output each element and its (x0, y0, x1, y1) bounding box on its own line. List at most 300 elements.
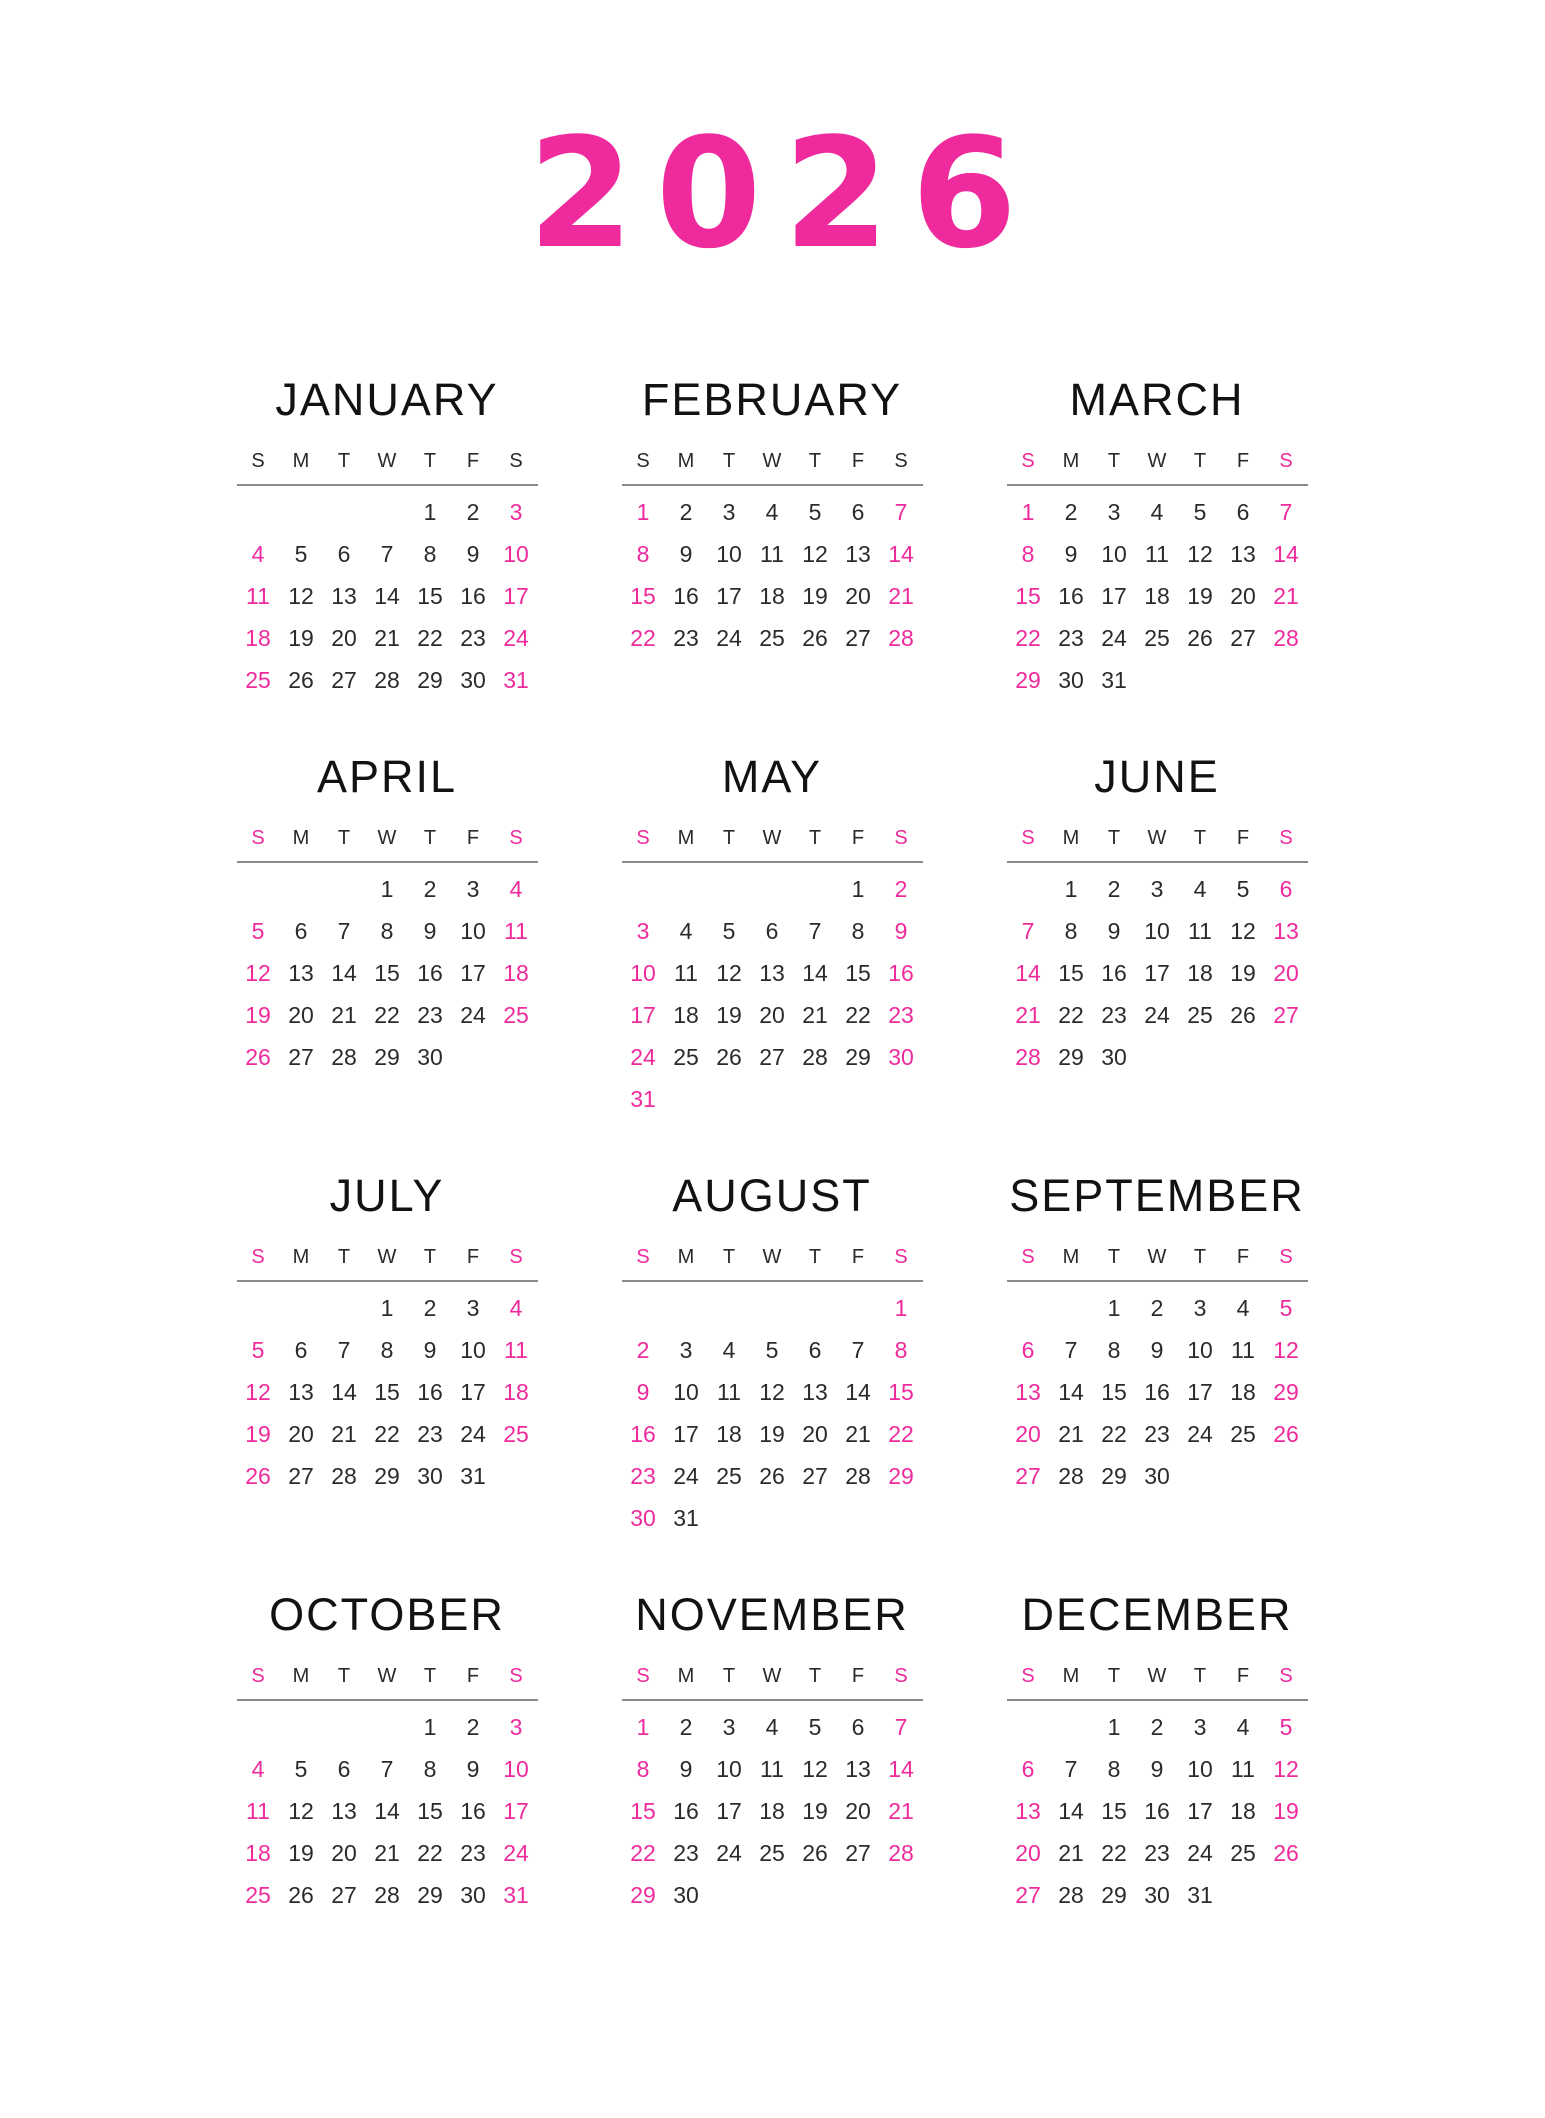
date-cell: 1 (1107, 1294, 1121, 1321)
date-cell: 11 (674, 959, 698, 986)
weekday-label: W (377, 450, 397, 472)
month-title: MAY (721, 751, 823, 802)
date-cell: 2 (679, 1713, 693, 1740)
weekday-label: S (1279, 1665, 1293, 1687)
date-cell: 14 (374, 1797, 400, 1824)
date-cell: 31 (1187, 1881, 1213, 1908)
date-cell: 14 (374, 582, 400, 609)
month-title: JANUARY (275, 374, 499, 425)
date-cell: 7 (894, 498, 908, 525)
weekday-label: M (292, 1246, 310, 1268)
date-cell: 9 (423, 1336, 437, 1363)
date-cell: 22 (1015, 624, 1041, 651)
date-cell: 20 (759, 1001, 785, 1028)
date-cell: 15 (630, 1797, 656, 1824)
date-cell: 25 (1187, 1001, 1213, 1028)
date-cell: 24 (1187, 1839, 1213, 1866)
date-cell: 9 (636, 1378, 650, 1405)
date-cell: 12 (1187, 540, 1213, 567)
date-cell: 26 (1230, 1001, 1256, 1028)
date-cell: 1 (894, 1294, 908, 1321)
date-cell: 18 (503, 1378, 529, 1405)
date-cell: 23 (460, 1839, 486, 1866)
weekday-label: M (292, 450, 310, 472)
date-cell: 10 (503, 540, 529, 567)
date-cell: 13 (1273, 917, 1299, 944)
date-cell: 18 (1187, 959, 1213, 986)
date-cell: 24 (1101, 624, 1127, 651)
date-cell: 17 (503, 1797, 529, 1824)
weekday-label: F (466, 450, 480, 472)
weekday-label: S (509, 1246, 523, 1268)
date-cell: 16 (1144, 1797, 1170, 1824)
date-cell: 23 (673, 624, 699, 651)
date-cell: 31 (673, 1504, 699, 1531)
date-cell: 3 (1107, 498, 1121, 525)
date-cell: 11 (504, 917, 528, 944)
date-cell: 7 (808, 917, 822, 944)
date-cell: 4 (509, 1294, 523, 1321)
date-cell: 23 (1144, 1420, 1170, 1447)
date-cell: 29 (1101, 1881, 1127, 1908)
date-cell: 27 (845, 1839, 871, 1866)
date-cell: 24 (630, 1043, 656, 1070)
date-cell: 9 (894, 917, 908, 944)
date-cell: 23 (1101, 1001, 1127, 1028)
date-cell: 29 (1273, 1378, 1299, 1405)
weekday-label: S (636, 450, 650, 472)
date-cell: 21 (1058, 1420, 1084, 1447)
weekday-label: M (1062, 1246, 1080, 1268)
dates-grid (1007, 868, 1308, 1078)
dates-grid (237, 491, 538, 701)
weekday-label: S (1021, 1246, 1035, 1268)
date-cell: 22 (417, 624, 443, 651)
date-cell: 30 (630, 1504, 656, 1531)
weekday-label: M (1062, 827, 1080, 849)
weekday-label: W (1147, 450, 1167, 472)
date-cell: 2 (1150, 1294, 1164, 1321)
date-cell: 7 (1279, 498, 1293, 525)
date-cell: 5 (765, 1336, 779, 1363)
month-block (237, 374, 538, 701)
date-cell: 7 (380, 1755, 394, 1782)
date-cell: 25 (716, 1462, 742, 1489)
date-cell: 18 (1230, 1797, 1256, 1824)
weekday-label: F (466, 1665, 480, 1687)
date-cell: 29 (374, 1462, 400, 1489)
date-cell: 27 (331, 1881, 357, 1908)
weekday-label: S (636, 1246, 650, 1268)
weekday-label: M (1062, 1665, 1080, 1687)
date-cell: 4 (1150, 498, 1164, 525)
date-cell: 17 (716, 582, 742, 609)
date-cell: 17 (1101, 582, 1127, 609)
date-cell: 6 (851, 1713, 865, 1740)
date-cell: 10 (1101, 540, 1127, 567)
month-block (622, 374, 923, 659)
date-cell: 26 (1187, 624, 1213, 651)
date-cell: 28 (888, 624, 914, 651)
weekday-label: T (423, 827, 437, 849)
month-title: MARCH (1069, 374, 1245, 425)
date-cell: 11 (717, 1378, 741, 1405)
date-cell: 8 (423, 540, 437, 567)
date-cell: 2 (1064, 498, 1078, 525)
date-cell: 6 (337, 1755, 351, 1782)
date-cell: 3 (636, 917, 650, 944)
weekday-header-row (622, 1246, 923, 1282)
date-cell: 17 (630, 1001, 656, 1028)
date-cell: 19 (288, 624, 314, 651)
weekday-label: T (722, 827, 736, 849)
date-cell: 10 (460, 917, 486, 944)
date-cell: 29 (1058, 1043, 1084, 1070)
date-cell: 3 (679, 1336, 693, 1363)
date-cell: 3 (1150, 875, 1164, 902)
date-cell: 8 (1107, 1336, 1121, 1363)
date-cell: 11 (504, 1336, 528, 1363)
weekday-label: T (722, 450, 736, 472)
date-cell: 7 (337, 917, 351, 944)
month-title: APRIL (316, 751, 458, 802)
date-cell: 28 (374, 666, 400, 693)
date-cell: 15 (1101, 1797, 1127, 1824)
weekday-label: S (1279, 827, 1293, 849)
date-cell: 5 (1236, 875, 1250, 902)
date-cell: 7 (1064, 1336, 1078, 1363)
weekday-label: M (292, 1665, 310, 1687)
date-cell: 15 (1015, 582, 1041, 609)
date-cell: 19 (716, 1001, 742, 1028)
date-cell: 1 (1107, 1713, 1121, 1740)
weekday-label: T (423, 1665, 437, 1687)
date-cell: 4 (722, 1336, 736, 1363)
date-cell: 9 (679, 1755, 693, 1782)
weekday-label: T (1107, 1665, 1121, 1687)
date-cell: 29 (888, 1462, 914, 1489)
weekday-label: S (1021, 1665, 1035, 1687)
date-cell: 12 (1273, 1755, 1299, 1782)
date-cell: 28 (331, 1462, 357, 1489)
date-cell: 16 (1101, 959, 1127, 986)
date-cell: 26 (802, 1839, 828, 1866)
date-cell: 2 (423, 1294, 437, 1321)
date-cell: 16 (460, 582, 486, 609)
weekday-label: S (251, 827, 265, 849)
month-block (1007, 1170, 1308, 1497)
date-cell: 25 (673, 1043, 699, 1070)
date-cell: 16 (1144, 1378, 1170, 1405)
date-cell: 19 (1230, 959, 1256, 986)
date-cell: 18 (1144, 582, 1170, 609)
date-cell: 1 (636, 1713, 650, 1740)
date-cell: 15 (417, 582, 443, 609)
date-cell: 13 (288, 959, 314, 986)
date-cell: 29 (374, 1043, 400, 1070)
weekday-label: T (722, 1665, 736, 1687)
date-cell: 7 (1021, 917, 1035, 944)
date-cell: 18 (759, 1797, 785, 1824)
date-cell: 19 (759, 1420, 785, 1447)
date-cell: 26 (716, 1043, 742, 1070)
date-cell: 3 (466, 875, 480, 902)
date-cell: 18 (245, 624, 271, 651)
date-cell: 8 (636, 1755, 650, 1782)
weekday-label: T (808, 1246, 822, 1268)
date-cell: 27 (288, 1462, 314, 1489)
month-block (237, 1170, 538, 1497)
date-cell: 14 (888, 540, 914, 567)
date-cell: 8 (380, 1336, 394, 1363)
month-title: DECEMBER (1021, 1589, 1293, 1640)
date-cell: 23 (417, 1420, 443, 1447)
date-cell: 11 (1231, 1336, 1255, 1363)
date-cell: 7 (1064, 1755, 1078, 1782)
date-cell: 27 (759, 1043, 785, 1070)
date-cell: 8 (1021, 540, 1035, 567)
weekday-label: S (1279, 450, 1293, 472)
date-cell: 29 (1101, 1462, 1127, 1489)
weekday-label: S (251, 1665, 265, 1687)
date-cell: 18 (673, 1001, 699, 1028)
date-cell: 4 (765, 498, 779, 525)
weekday-label: T (423, 450, 437, 472)
date-cell: 21 (888, 582, 914, 609)
weekday-label: W (1147, 1246, 1167, 1268)
date-cell: 19 (245, 1420, 271, 1447)
date-cell: 15 (630, 582, 656, 609)
weekday-label: W (377, 1665, 397, 1687)
date-cell: 15 (374, 959, 400, 986)
date-cell: 11 (760, 540, 784, 567)
date-cell: 22 (630, 1839, 656, 1866)
date-cell: 12 (802, 1755, 828, 1782)
date-cell: 29 (417, 666, 443, 693)
date-cell: 16 (673, 582, 699, 609)
weekday-label: S (894, 827, 908, 849)
date-cell: 24 (716, 624, 742, 651)
weekday-label: T (1193, 1246, 1207, 1268)
date-cell: 27 (802, 1462, 828, 1489)
date-cell: 10 (1187, 1336, 1213, 1363)
date-cell: 20 (331, 624, 357, 651)
date-cell: 6 (294, 917, 308, 944)
date-cell: 26 (245, 1462, 271, 1489)
weekday-label: S (509, 1665, 523, 1687)
date-cell: 13 (1015, 1378, 1041, 1405)
weekday-label: F (851, 1665, 865, 1687)
date-cell: 1 (423, 498, 437, 525)
date-cell: 20 (1230, 582, 1256, 609)
date-cell: 21 (1058, 1839, 1084, 1866)
date-cell: 5 (294, 1755, 308, 1782)
date-cell: 9 (1150, 1336, 1164, 1363)
date-cell: 28 (802, 1043, 828, 1070)
date-cell: 20 (845, 582, 871, 609)
date-cell: 17 (460, 1378, 486, 1405)
date-cell: 3 (466, 1294, 480, 1321)
date-cell: 22 (374, 1420, 400, 1447)
date-cell: 6 (337, 540, 351, 567)
date-cell: 20 (1015, 1839, 1041, 1866)
date-cell: 7 (851, 1336, 865, 1363)
date-cell: 6 (294, 1336, 308, 1363)
date-cell: 13 (1230, 540, 1256, 567)
date-cell: 24 (1187, 1420, 1213, 1447)
weekday-label: T (1193, 1665, 1207, 1687)
date-cell: 12 (716, 959, 742, 986)
dates-grid (237, 868, 538, 1078)
date-cell: 31 (630, 1085, 656, 1112)
date-cell: 12 (802, 540, 828, 567)
date-cell: 13 (331, 582, 357, 609)
weekday-label: S (894, 450, 908, 472)
month-title: JUNE (1094, 751, 1220, 802)
date-cell: 23 (460, 624, 486, 651)
date-cell: 19 (802, 1797, 828, 1824)
date-cell: 19 (1273, 1797, 1299, 1824)
weekday-label: S (894, 1665, 908, 1687)
date-cell: 17 (1144, 959, 1170, 986)
weekday-header-row (622, 450, 923, 486)
date-cell: 23 (1144, 1839, 1170, 1866)
date-cell: 4 (251, 1755, 265, 1782)
weekday-header-row (1007, 1246, 1308, 1282)
date-cell: 30 (460, 1881, 486, 1908)
date-cell: 19 (1187, 582, 1213, 609)
date-cell: 30 (1058, 666, 1084, 693)
date-cell: 17 (460, 959, 486, 986)
date-cell: 10 (716, 1755, 742, 1782)
date-cell: 17 (1187, 1378, 1213, 1405)
weekday-label: W (762, 450, 782, 472)
date-cell: 14 (888, 1755, 914, 1782)
date-cell: 21 (802, 1001, 828, 1028)
date-cell: 8 (636, 540, 650, 567)
date-cell: 24 (460, 1001, 486, 1028)
date-cell: 8 (423, 1755, 437, 1782)
date-cell: 1 (423, 1713, 437, 1740)
date-cell: 6 (851, 498, 865, 525)
dates-grid (1007, 491, 1308, 701)
date-cell: 14 (1058, 1797, 1084, 1824)
date-cell: 31 (1101, 666, 1127, 693)
month-block (622, 1589, 923, 1916)
date-cell: 9 (466, 1755, 480, 1782)
date-cell: 27 (1015, 1462, 1041, 1489)
date-cell: 25 (1144, 624, 1170, 651)
date-cell: 12 (245, 1378, 271, 1405)
date-cell: 11 (1145, 540, 1169, 567)
date-cell: 10 (1187, 1755, 1213, 1782)
date-cell: 10 (460, 1336, 486, 1363)
date-cell: 6 (1236, 498, 1250, 525)
date-cell: 5 (251, 1336, 265, 1363)
weekday-label: W (762, 827, 782, 849)
date-cell: 20 (845, 1797, 871, 1824)
date-cell: 4 (1193, 875, 1207, 902)
date-cell: 24 (460, 1420, 486, 1447)
weekday-label: S (894, 1246, 908, 1268)
month-block (622, 751, 923, 1120)
date-cell: 1 (851, 875, 865, 902)
date-cell: 8 (380, 917, 394, 944)
date-cell: 10 (716, 540, 742, 567)
date-cell: 25 (1230, 1420, 1256, 1447)
date-cell: 15 (417, 1797, 443, 1824)
date-cell: 9 (466, 540, 480, 567)
date-cell: 6 (1021, 1336, 1035, 1363)
date-cell: 12 (1230, 917, 1256, 944)
date-cell: 17 (673, 1420, 699, 1447)
date-cell: 25 (245, 666, 271, 693)
date-cell: 25 (503, 1001, 529, 1028)
weekday-label: S (251, 1246, 265, 1268)
date-cell: 5 (1193, 498, 1207, 525)
date-cell: 16 (673, 1797, 699, 1824)
date-cell: 15 (1058, 959, 1084, 986)
date-cell: 24 (503, 624, 529, 651)
date-cell: 27 (288, 1043, 314, 1070)
date-cell: 7 (380, 540, 394, 567)
date-cell: 3 (509, 1713, 523, 1740)
date-cell: 14 (1273, 540, 1299, 567)
months-grid (237, 374, 1309, 1916)
date-cell: 13 (802, 1378, 828, 1405)
calendar-page (0, 105, 1545, 1916)
weekday-label: F (851, 1246, 865, 1268)
weekday-label: S (636, 1665, 650, 1687)
date-cell: 28 (845, 1462, 871, 1489)
month-title: AUGUST (672, 1170, 872, 1221)
dates-grid (622, 1287, 923, 1539)
date-cell: 21 (888, 1797, 914, 1824)
date-cell: 28 (1058, 1881, 1084, 1908)
date-cell: 16 (888, 959, 914, 986)
date-cell: 27 (1230, 624, 1256, 651)
date-cell: 1 (380, 1294, 394, 1321)
date-cell: 31 (460, 1462, 486, 1489)
dates-grid (237, 1287, 538, 1497)
month-block (1007, 1589, 1308, 1916)
weekday-label: M (677, 1246, 695, 1268)
weekday-label: T (1193, 827, 1207, 849)
weekday-label: W (1147, 827, 1167, 849)
date-cell: 17 (503, 582, 529, 609)
date-cell: 29 (630, 1881, 656, 1908)
date-cell: 26 (1273, 1420, 1299, 1447)
date-cell: 3 (509, 498, 523, 525)
date-cell: 9 (1064, 540, 1078, 567)
date-cell: 2 (466, 498, 480, 525)
weekday-label: F (851, 827, 865, 849)
month-block (622, 1170, 923, 1539)
date-cell: 10 (673, 1378, 699, 1405)
date-cell: 11 (246, 1797, 270, 1824)
date-cell: 30 (1101, 1043, 1127, 1070)
date-cell: 19 (245, 1001, 271, 1028)
month-title: FEBRUARY (641, 374, 903, 425)
date-cell: 3 (1193, 1713, 1207, 1740)
date-cell: 3 (722, 1713, 736, 1740)
date-cell: 14 (1015, 959, 1041, 986)
month-title: OCTOBER (269, 1589, 505, 1640)
date-cell: 27 (1015, 1881, 1041, 1908)
weekday-header-row (237, 1246, 538, 1282)
date-cell: 28 (1015, 1043, 1041, 1070)
date-cell: 31 (503, 1881, 529, 1908)
